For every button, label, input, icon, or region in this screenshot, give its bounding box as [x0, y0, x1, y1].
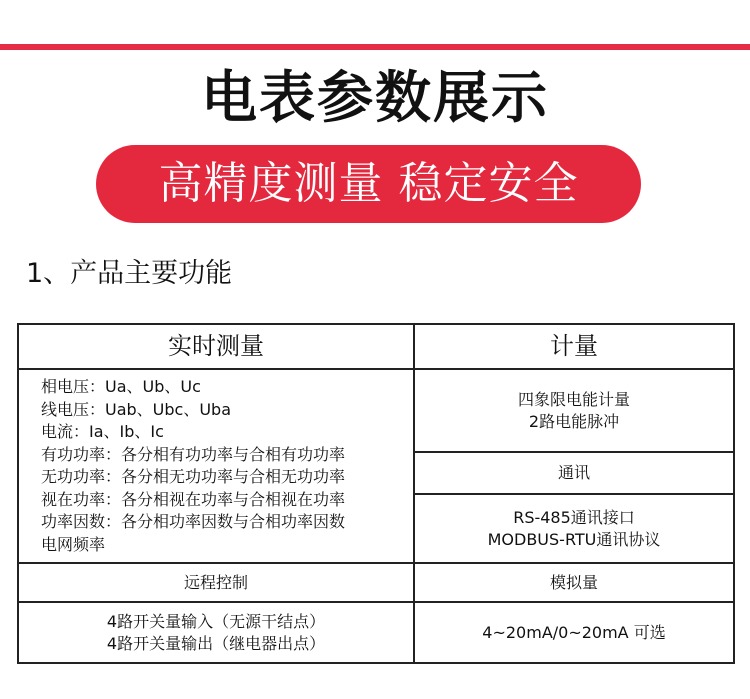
top-accent-line [0, 44, 750, 50]
remote-control-label: 远程控制 [18, 563, 414, 602]
comm-cell [414, 494, 734, 563]
metering-line: 四象限电能计量 [517, 389, 630, 409]
list-item: 有功功率：各分相有功功率与合相有功功率 [41, 444, 346, 464]
measurement-list [18, 369, 414, 563]
realtime-header: 实时测量 [18, 324, 414, 369]
metering-cell [414, 369, 734, 452]
list-item: 无功功率：各分相无功功率与合相无功功率 [41, 467, 346, 486]
analog-cell: 4~20mA/0~20mA 可选 [414, 602, 734, 663]
list-item: 线电压：Uab、Ubc、Uba [41, 399, 232, 419]
list-item: 电流：Ia、Ib、Ic [41, 422, 164, 441]
comm-label: 通讯 [414, 452, 734, 494]
list-item: 相电压：Ua、Ub、Uc [41, 377, 201, 396]
remote-line: 4路开关量输入（无源干结点） [106, 611, 326, 631]
analog-label: 模拟量 [414, 563, 734, 602]
slogan-banner [96, 145, 641, 223]
list-item: 视在功率：各分相视在功率与合相视在功率 [41, 489, 346, 509]
page-title: 电表参数展示 [201, 66, 549, 131]
remote-line: 4路开关量输出（继电器出点） [106, 633, 326, 653]
spec-table [17, 323, 735, 664]
comm-line: MODBUS-RTU通讯协议 [487, 529, 661, 549]
remote-control-cell [18, 602, 414, 663]
metering-header: 计量 [414, 324, 734, 369]
list-item: 功率因数：各分相功率因数与合相功率因数 [41, 512, 346, 531]
slogan-text: 高精度测量 稳定安全 [158, 158, 579, 209]
section-heading: 1、产品主要功能 [26, 258, 233, 289]
comm-line: RS-485通讯接口 [513, 507, 635, 527]
list-item: 电网频率 [41, 534, 106, 554]
metering-line: 2路电能脉冲 [528, 411, 620, 431]
